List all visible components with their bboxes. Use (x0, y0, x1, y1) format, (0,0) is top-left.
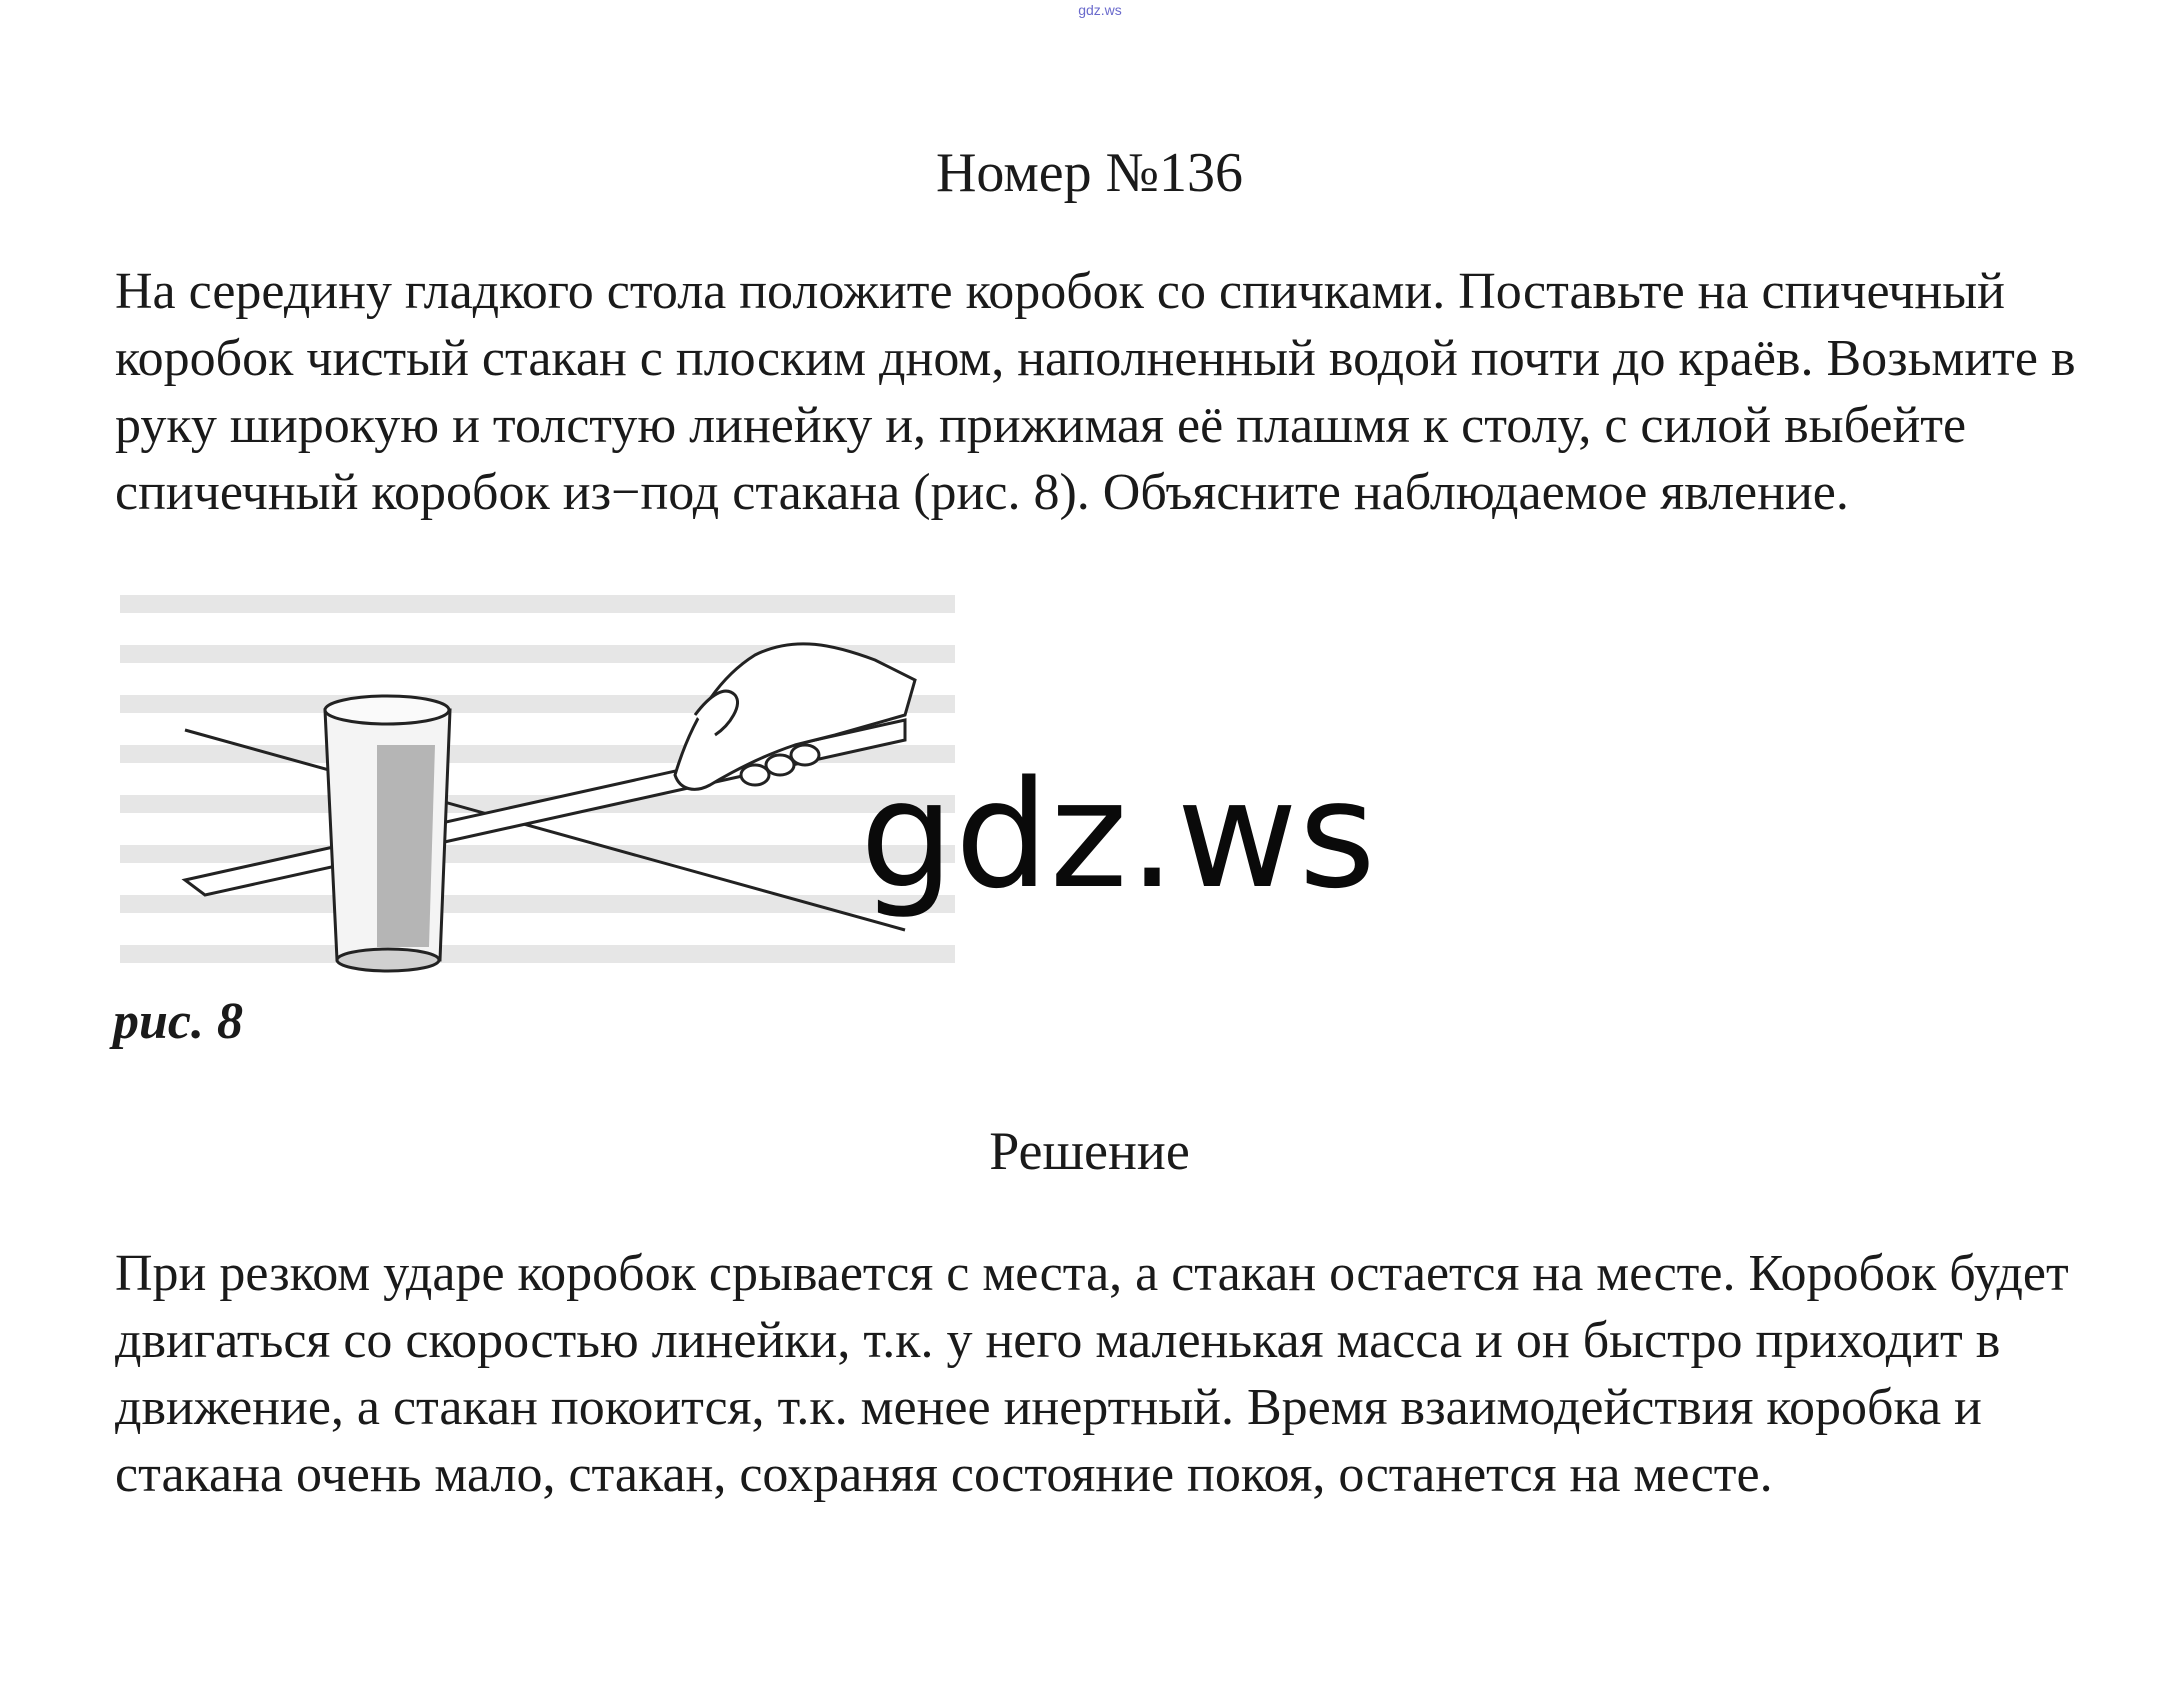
glass (325, 696, 450, 971)
figure-caption: рис. 8 (113, 993, 243, 1050)
solution-heading: Решение (989, 1121, 1190, 1181)
site-link[interactable]: gdz.ws (1078, 2, 1122, 18)
glass-ruler-drawing (115, 585, 960, 990)
solution-text: При резком ударе коробок срывается с места, а стакан остается на месте. Коробок будет двигаться со скоростью линейки, т.к. у него маленькая масса и он быстро приходит в движение, а стакан покоится, т.к. менее инертный. Время взаимодействия коробка и стакана очень мало, стакан, сохраняя состояние покоя, останется на месте. (115, 1245, 2069, 1503)
figure-illustration (115, 585, 960, 990)
task-text: На середину гладкого стола положите коробок со спичками. Поставьте на спичечный коробок чистый стакан с плоским дном, наполненный водой почти до краёв. Возьмите в руку широкую и толстую линейку и, прижимая её плашмя к столу, с силой выбейте спичечный коробок из−под стакана (рис. 8). Объясните наблюдаемое явление. (115, 263, 2076, 521)
page-title: Номер №136 (935, 142, 1244, 204)
watermark-logo: gdz.ws (860, 749, 1377, 921)
